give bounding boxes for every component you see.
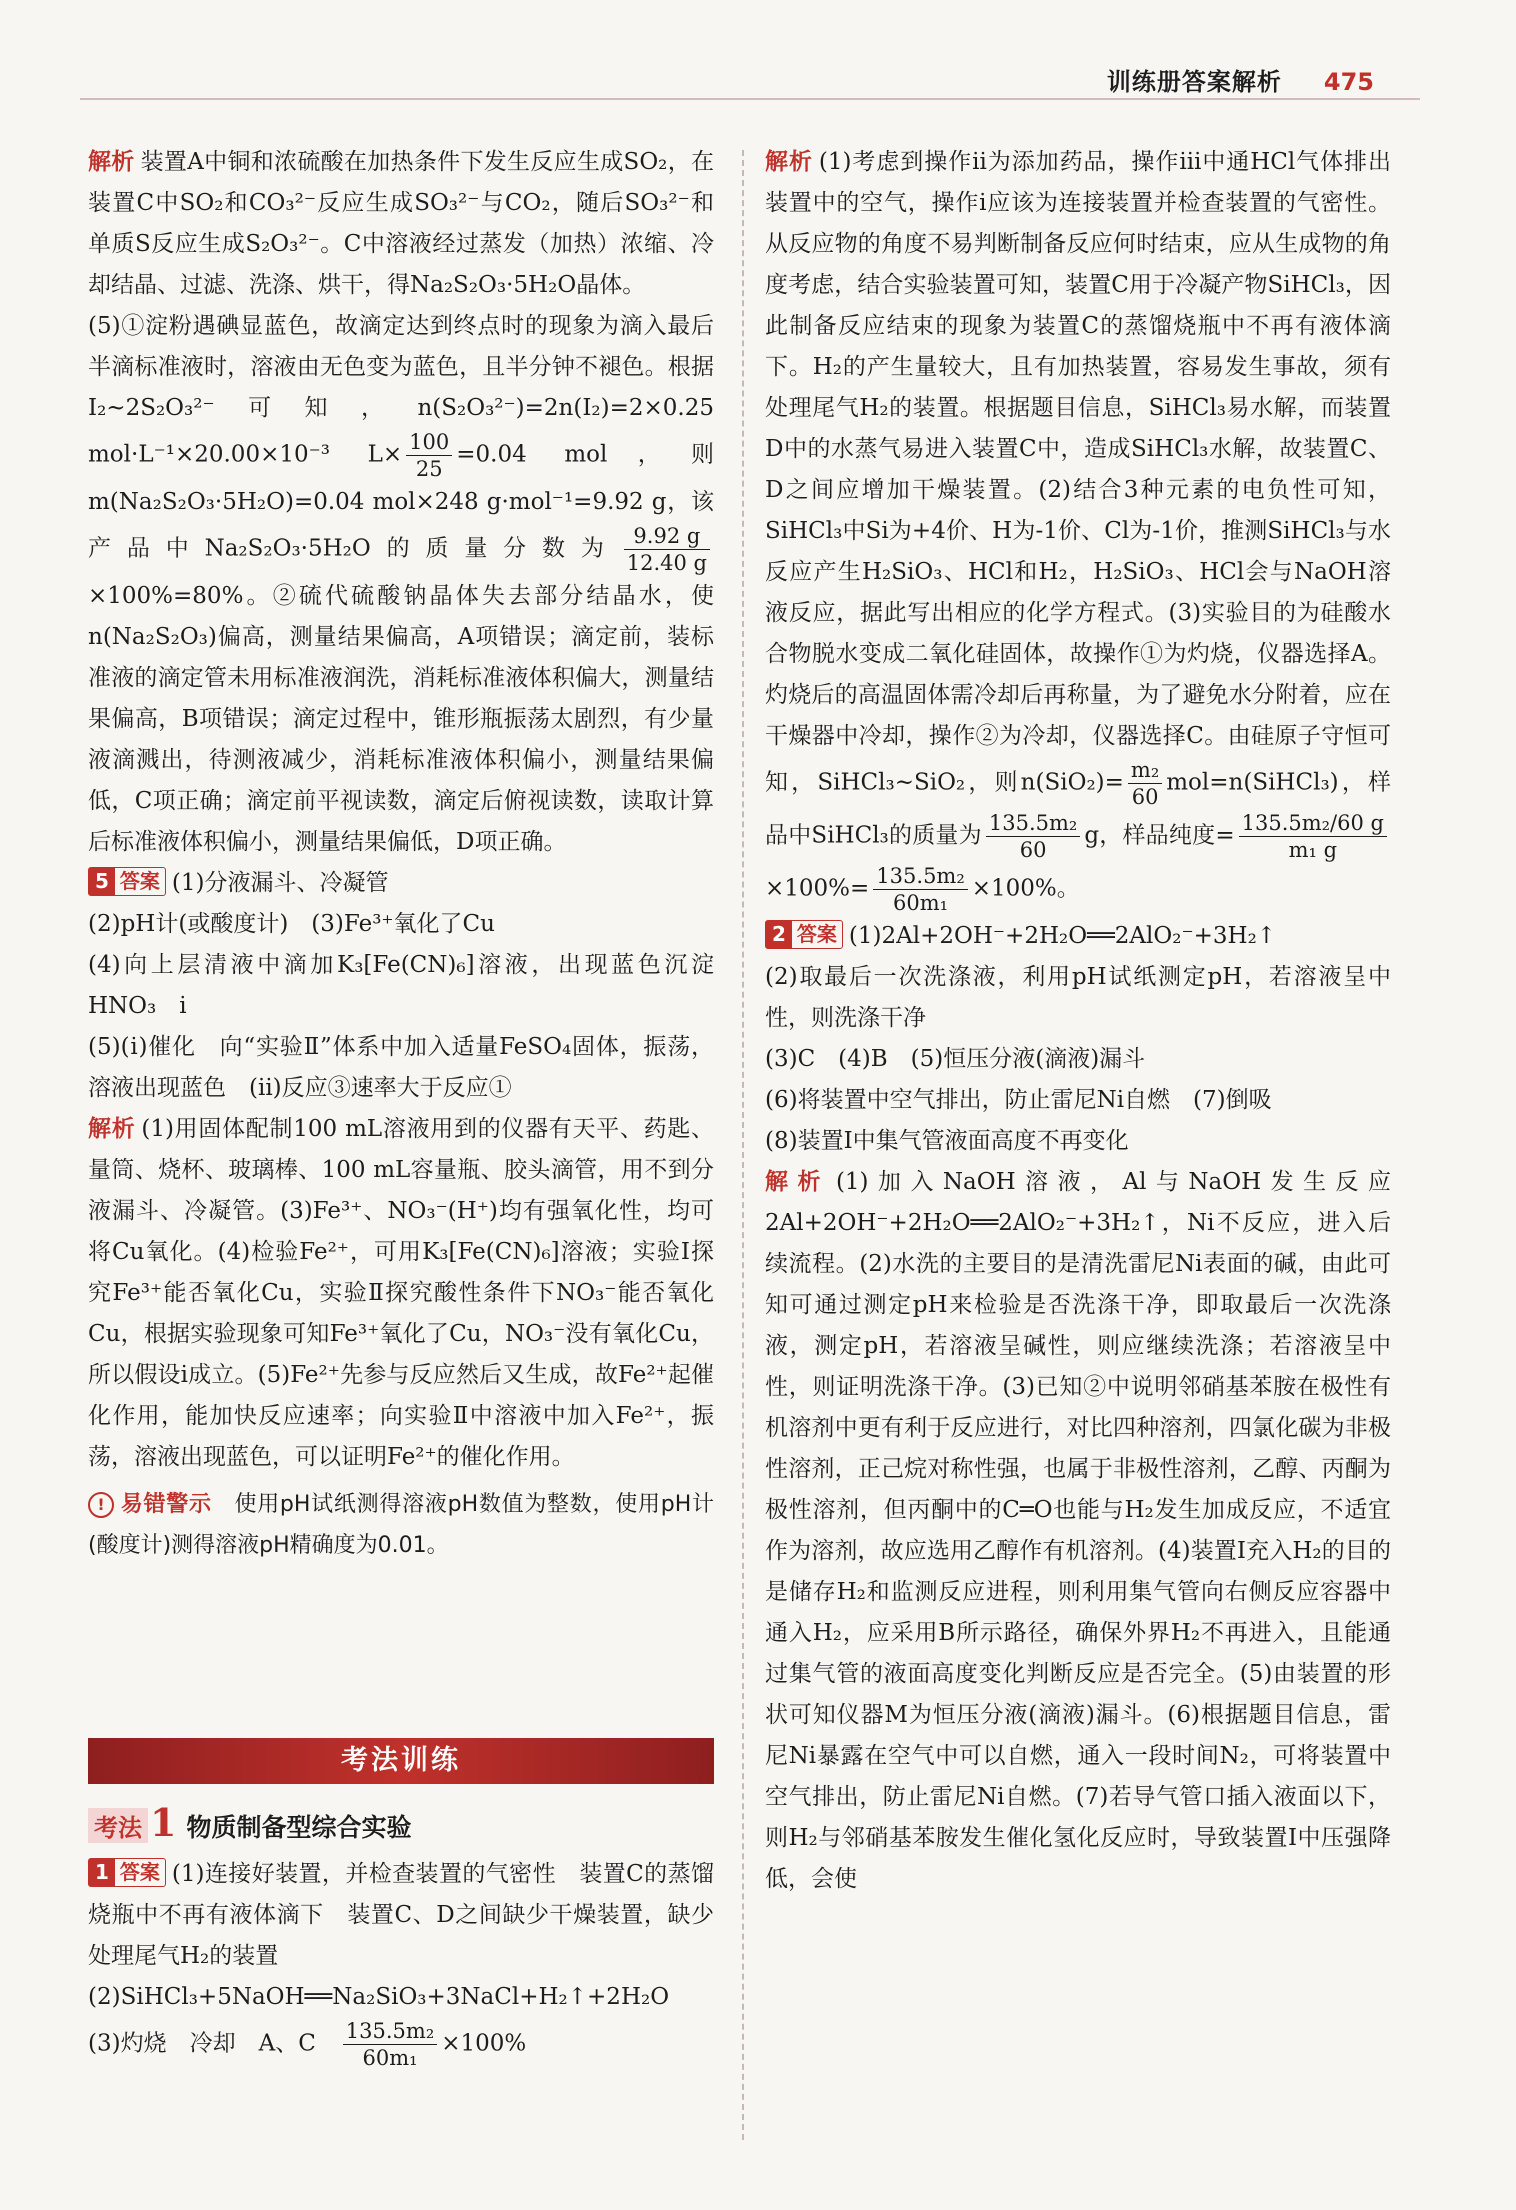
answer-badge <box>765 920 843 949</box>
text-segment: (1)考虑到操作ⅱ为添加药品，操作ⅲ中通HCl气体排出装置中的空气，操作ⅰ应该为连接装置并检查装置的气密性。从反应物的角度不易判断制备反应何时结束，应从生成物的角度考虑，结合实验装置可知，装置C用于冷凝产物SiHCl₃，因此制备反应结束的现象为装置C的蒸馏烧瓶中不再有液体滴下。H₂的产生量较大，且有加热装置，容易发生事故，须有处理尾气H₂的装置。根据题目信息，SiHCl₃易水解，而装置D中的水蒸气易进入装置C中，造成SiHCl₃水解，故装置C、D之间应增加干燥装置。(2)结合3种元素的电负性可知，SiHCl₃中Si为+4价、H为-1价、Cl为-1价，推测SiHCl₃与水反应产生H₂SiO₃、HCl和H₂，H₂SiO₃、HCl会与NaOH溶液反应，据此写出相应的化学方程式。(3)实验目的为硅酸水合物脱水变成二氧化硅固体，故操作①为灼烧，仪器选择A。灼烧后的高温固体需冷却后再称量，为了避免水分附着，应在干燥器中冷却，操作②为冷却，仪器选择C。由硅原子守恒可知，SiHCl₃~SiO₂，则n(SiO₂)= <box>765 149 1392 796</box>
fraction-numerator: m₂ <box>1128 757 1162 784</box>
fraction-numerator: 9.92 g <box>624 523 710 550</box>
answer-line <box>88 1854 714 1977</box>
answer-text: ×100% <box>441 2030 527 2057</box>
answer-label: 答案 <box>796 922 837 946</box>
text-segment: =0.04 mol，则m(Na₂S₂O₃·5H₂O)=0.04 mol×248 g·mol⁻¹=9.92 g，该产品中Na₂S₂O₃·5H₂O的质量分数为 <box>88 441 715 562</box>
page-header <box>1107 62 1374 97</box>
fraction <box>1128 757 1162 810</box>
jiexi-label: 解析 <box>765 149 813 175</box>
answer-line: (4)向上层清液中滴加K₃[Fe(CN)₆]溶液，出现蓝色沉淀 HNO₃ ⅰ <box>88 952 737 1019</box>
warning-title: 易错警示 <box>120 1492 212 1517</box>
answer-badge <box>88 1858 166 1887</box>
page-number: 475 <box>1323 68 1374 96</box>
fraction-denominator: 60m₁ <box>362 2046 418 2070</box>
left-column-bottom <box>88 1854 714 2071</box>
fraction-denominator: 12.40 g <box>626 551 707 575</box>
answer-line: (2)SiHCl₃+5NaOH══Na₂SiO₃+3NaCl+H₂↑+2H₂O <box>88 1984 670 2010</box>
fraction-denominator: 25 <box>415 457 443 481</box>
jiexi-label: 解析 <box>88 149 135 175</box>
answer-line <box>88 863 714 904</box>
answer-line: (3)C (4)B (5)恒压分液(滴液)漏斗 <box>765 1046 1146 1072</box>
text-segment: ×100%= <box>765 875 870 902</box>
paragraph <box>88 142 714 306</box>
question-number: 1 <box>89 1859 115 1886</box>
answer-line <box>88 2018 714 2071</box>
fraction <box>1239 810 1387 863</box>
fraction <box>873 863 967 916</box>
fraction <box>343 2018 437 2071</box>
warning-text: 使用pH试纸测得溶液pH数值为整数，使用pH计(酸度计)测得溶液pH精确度为0.01。 <box>88 1492 714 1558</box>
kaofa-number: 1 <box>150 1800 177 1845</box>
fraction-numerator: 135.5m₂ <box>343 2018 437 2045</box>
header-rule <box>80 98 1420 100</box>
question-number: 2 <box>766 921 792 948</box>
paragraph <box>88 1109 714 1478</box>
jiexi-text: (1)加入NaOH溶液，Al与NaOH发生反应2Al+2OH⁻+2H₂O══2AlO₂⁻+3H₂↑，Ni不反应，进入后续流程。(2)水洗的主要目的是清洗雷尼Ni表面的碱，由此可知可通过测定pH来检验是否洗涤干净，即取最后一次洗涤液，测定pH，若溶液呈碱性，则应继续洗涤；若溶液呈中性，则证明洗涤干净。(3)已知②中说明邻硝基苯胺在极性有机溶剂中更有利于反应进行，对比四种溶剂，四氯化碳为非极性溶剂，正己烷对称性强，也属于非极性溶剂，乙醇、丙酮为极性溶剂，但丙酮中的C═O也能与H₂发生加成反应，不适宜作为溶剂，故应选用乙醇作有机溶剂。(4)装置Ⅰ充入H₂的目的是储存H₂和监测反应进程，则利用集气管向右侧反应容器中通入H₂，应采用B所示路径，确保外界H₂不再进入，且能通过集气管的液面高度变化判断反应是否完全。(5)由装置的形状可知仪器M为恒压分液(滴液)漏斗。(6)根据题目信息，雷尼Ni暴露在空气中可以自燃，通入一段时间N₂，可将装置中空气排出，防止雷尼Ni自燃。(7)若导气管口插入液面以下，则H₂与邻硝基苯胺发生催化氢化反应时，导致装置Ⅰ中压强降低，会使 <box>765 1169 1391 1892</box>
answer-line: (5)(ⅰ)催化 向“实验Ⅱ”体系中加入适量FeSO₄固体，振荡，溶液出现蓝色 (ⅱ)反应③速率大于反应① <box>88 1034 714 1101</box>
answer-label: 答案 <box>119 869 160 893</box>
paragraph <box>765 1162 1391 1900</box>
answer-text: (1)2Al+2OH⁻+2H₂O══2AlO₂⁻+3H₂↑ <box>848 923 1277 949</box>
answer-line: (2)pH计(或酸度计) (3)Fe³⁺氧化了Cu <box>88 911 495 937</box>
fraction-numerator: 135.5m₂ <box>986 810 1080 837</box>
right-column <box>765 142 1391 1900</box>
exclamation-icon: ! <box>88 1492 114 1518</box>
section-banner: 考法训练 <box>88 1738 714 1784</box>
kaofa-label: 考法 <box>88 1808 148 1843</box>
answer-text: (3)灼烧 冷却 A、C <box>88 2030 316 2057</box>
fraction <box>406 429 452 482</box>
text-segment: g，样品纯度= <box>1084 822 1235 849</box>
column-divider <box>742 150 744 2140</box>
fraction-numerator: 135.5m₂/60 g <box>1239 810 1387 837</box>
text-segment: (5)①淀粉遇碘显蓝色，故滴定达到终点时的现象为滴入最后半滴标准液时，溶液由无色变为蓝色，且半分钟不褪色。根据I₂~2S₂O₃²⁻可知，n(S₂O₃²⁻)=2n(I₂)=2×0.25 mol·L⁻¹×20.00×10⁻³ L× <box>88 313 714 468</box>
jiexi-label: 解析 <box>88 1116 136 1142</box>
text-segment: ×100%=80%。②硫代硫酸钠晶体失去部分结晶水，使n(Na₂S₂O₃)偏高，测量结果偏高，A项错误；滴定前，装标准液的滴定管未用标准液润洗，消耗标准液体积偏大，测量结果偏高，B项错误；滴定过程中，锥形瓶振荡太剧烈，有少量液滴溅出，待测液减少，消耗标准液体积偏小，测量结果偏低，C项正确；滴定前平视读数，滴定后俯视读数，读取计算后标准液体积偏小，测量结果偏低，D项正确。 <box>88 583 714 855</box>
answer-badge <box>88 867 166 896</box>
left-column <box>88 142 737 1566</box>
answer-label: 答案 <box>119 1860 160 1884</box>
jiexi-text: 装置A中铜和浓硫酸在加热条件下发生反应生成SO₂，在装置C中SO₂和CO₃²⁻反应生成SO₃²⁻与CO₂，随后SO₃²⁻和单质S反应生成S₂O₃²⁻。C中溶液经过蒸发（加热）浓缩、冷却结晶、过滤、洗涤、烘干，得Na₂S₂O₃·5H₂O晶体。 <box>88 149 714 298</box>
fraction-denominator: 60m₁ <box>893 891 949 915</box>
text-segment: ×100%。 <box>971 875 1080 902</box>
kaofa-heading <box>88 1800 411 1845</box>
warning-note <box>88 1484 714 1566</box>
answer-text: (1)连接好装置，并检查装置的气密性 装置C的蒸馏烧瓶中不再有液体滴下 装置C、D之间缺少干燥装置，缺少处理尾气H₂的装置 <box>88 1861 714 1969</box>
kaofa-title: 物质制备型综合实验 <box>186 1813 412 1842</box>
fraction <box>986 810 1080 863</box>
text-segment: mol=n(SiHCl₃)，样品中SiHCl₃的质量为 <box>765 769 1391 849</box>
answer-line <box>765 916 1391 957</box>
fraction <box>624 523 710 576</box>
fraction-denominator: 60 <box>1131 785 1159 809</box>
answer-line: (2)取最后一次洗涤液，利用pH试纸测定pH，若溶液呈中性，则洗涤干净 <box>765 964 1391 1031</box>
jiexi-label: 解析 <box>765 1169 830 1195</box>
question-number: 5 <box>89 868 115 895</box>
fraction-numerator: 135.5m₂ <box>873 863 967 890</box>
jiexi-text: (1)用固体配制100 mL溶液用到的仪器有天平、药匙、量筒、烧杯、玻璃棒、100 mL容量瓶、胶头滴管，用不到分液漏斗、冷凝管。(3)Fe³⁺、NO₃⁻(H⁺)均有强氧化性，均可将Cu氧化。(4)检验Fe²⁺，可用K₃[Fe(CN)₆]溶液；实验Ⅰ探究Fe³⁺能否氧化Cu，实验Ⅱ探究酸性条件下NO₃⁻能否氧化Cu，根据实验现象可知Fe³⁺氧化了Cu，NO₃⁻没有氧化Cu，所以假设ⅰ成立。(5)Fe²⁺先参与反应然后又生成，故Fe²⁺起催化作用，能加快反应速率；向实验Ⅱ中溶液中加入Fe²⁺，振荡，溶液出现蓝色，可以证明Fe²⁺的催化作用。 <box>88 1116 715 1470</box>
answer-line: (6)将装置中空气排出，防止雷尼Ni自燃 (7)倒吸 <box>765 1087 1272 1113</box>
answer-text: (1)分液漏斗、冷凝管 <box>171 870 389 896</box>
fraction-denominator: m₁ g <box>1288 838 1338 862</box>
answer-line: (8)装置Ⅰ中集气管液面高度不再变化 <box>765 1128 1129 1154</box>
fraction-numerator: 100 <box>406 429 452 456</box>
fraction-denominator: 60 <box>1019 838 1047 862</box>
paragraph <box>88 306 714 863</box>
paragraph <box>765 142 1391 916</box>
running-title: 训练册答案解析 <box>1106 68 1282 96</box>
